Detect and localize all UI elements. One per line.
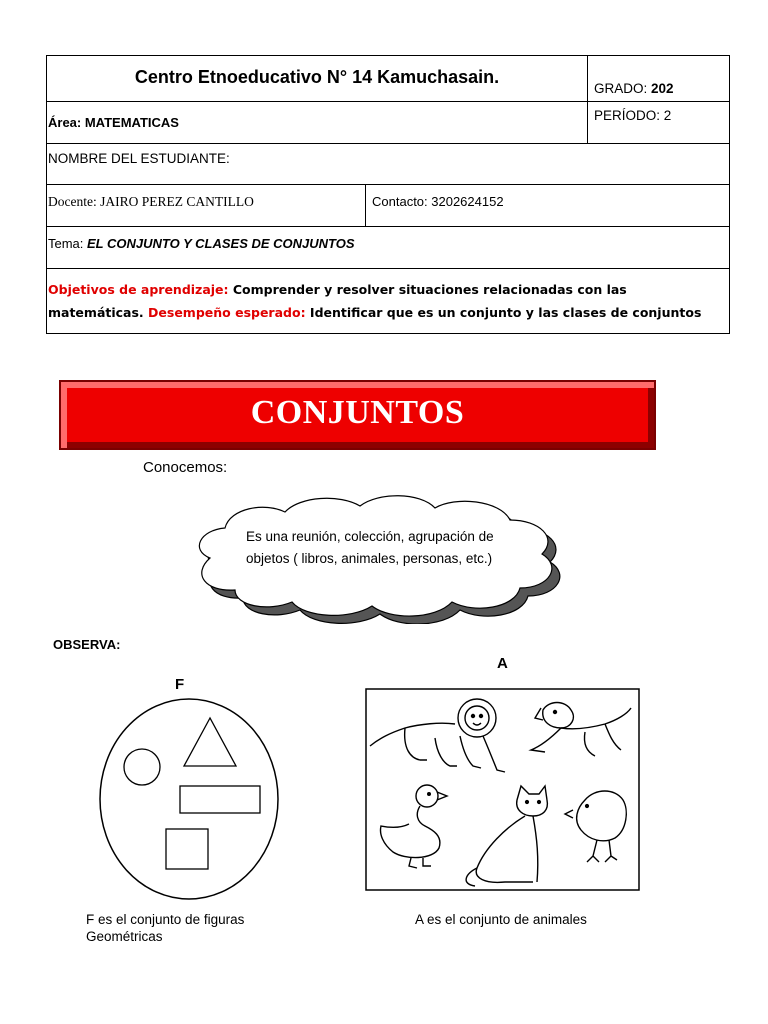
objectives-label: Objetivos de aprendizaje: bbox=[48, 282, 229, 297]
header-row-title bbox=[47, 56, 729, 102]
set-f-caption-1: F es el conjunto de figuras bbox=[86, 912, 245, 927]
header-table bbox=[46, 55, 730, 334]
grade-label: GRADO: bbox=[594, 81, 652, 96]
school-name: Centro Etnoeducativo N° 14 Kamuchasain. bbox=[134, 67, 500, 87]
circle-shape bbox=[124, 749, 160, 785]
set-f-caption-2: Geométricas bbox=[86, 929, 163, 944]
square-shape bbox=[166, 829, 208, 869]
set-a-diagram bbox=[365, 688, 641, 892]
teacher: Docente: JAIRO PEREZ CANTILLO bbox=[48, 194, 254, 209]
intro-heading: Conocemos: bbox=[143, 459, 228, 476]
observe-heading: OBSERVA: bbox=[53, 637, 121, 652]
topic-value: EL CONJUNTO Y CLASES DE CONJUNTOS bbox=[87, 236, 355, 251]
topic-label: Tema: bbox=[48, 236, 88, 251]
cloud-line-1: Es una reunión, colección, agrupación de bbox=[246, 529, 494, 544]
objectives bbox=[47, 269, 729, 334]
grade-value: 202 bbox=[651, 81, 674, 96]
set-a-label: A bbox=[497, 655, 508, 672]
set-a-boundary bbox=[366, 689, 639, 890]
header-row-area bbox=[47, 102, 729, 144]
triangle-shape bbox=[184, 718, 236, 766]
title-banner bbox=[59, 380, 656, 450]
student-name-field: NOMBRE DEL ESTUDIANTE: bbox=[48, 151, 230, 166]
period: PERÍODO: 2 bbox=[587, 102, 730, 143]
banner-title: CONJUNTOS bbox=[250, 394, 465, 431]
performance-label: Desempeño esperado: bbox=[148, 305, 306, 320]
set-a-caption: A es el conjunto de animales bbox=[415, 912, 587, 927]
header-row-topic bbox=[47, 227, 729, 269]
header-row-student bbox=[47, 144, 729, 185]
performance-text: Identificar que es un conjunto y las clases de conjuntos bbox=[305, 305, 702, 320]
header-row-objectives bbox=[47, 269, 729, 334]
objectives-text-2: matemáticas. bbox=[48, 305, 149, 320]
cloud-line-2: objetos ( libros, animales, personas, etc.) bbox=[246, 551, 493, 566]
set-f-diagram bbox=[96, 696, 282, 902]
rectangle-shape bbox=[180, 786, 260, 813]
header-row-teacher bbox=[47, 185, 729, 227]
contact: Contacto: 3202624152 bbox=[365, 185, 730, 226]
objectives-text: Comprender y resolver situaciones relacionadas con las bbox=[228, 282, 627, 297]
set-f-label: F bbox=[175, 676, 185, 693]
grade-cell bbox=[587, 56, 730, 101]
area-label: Área: MATEMATICAS bbox=[48, 115, 179, 130]
topic bbox=[47, 227, 729, 268]
